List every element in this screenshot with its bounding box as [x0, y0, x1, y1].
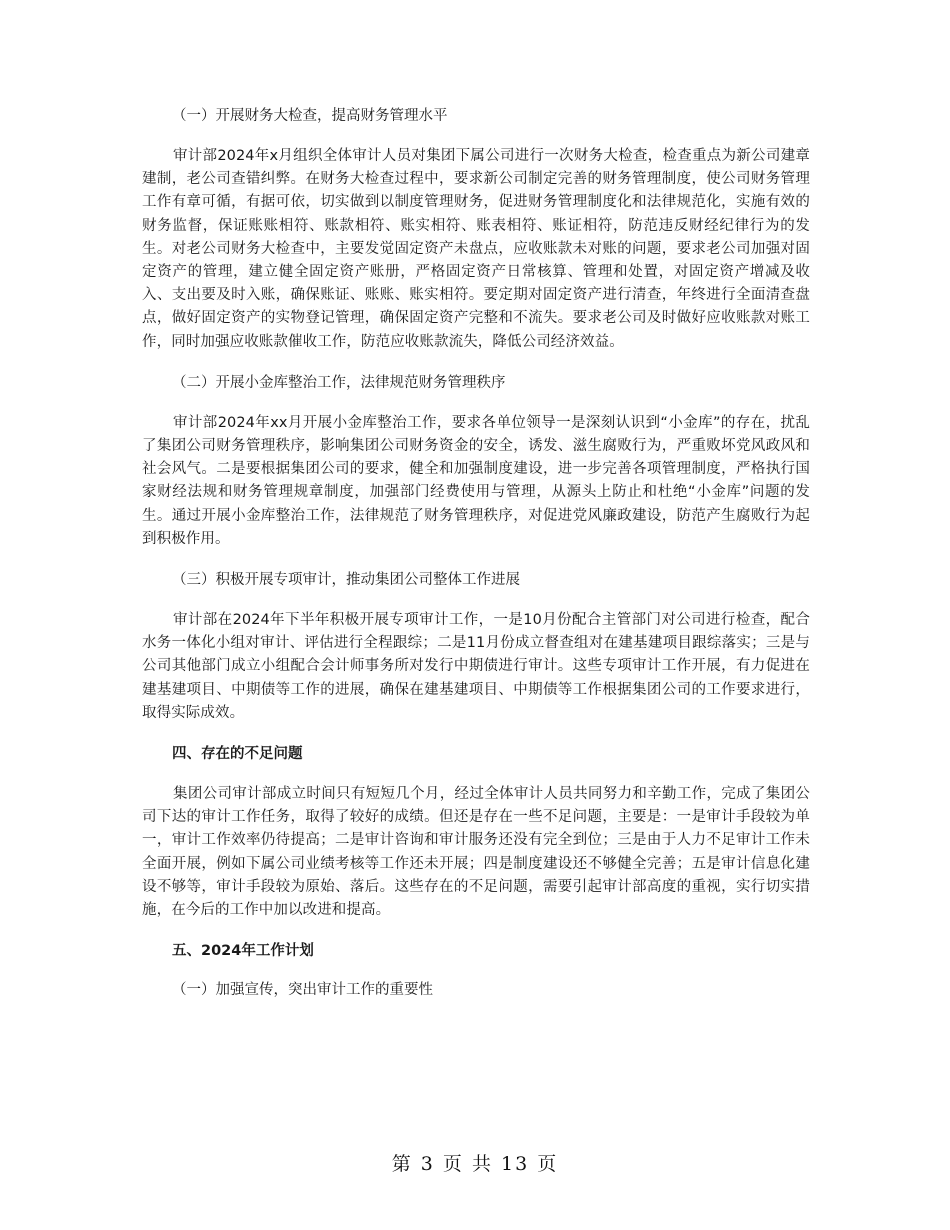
paragraph-special-audit: 审计部在2024年下半年积极开展专项审计工作，一是10月份配合主管部门对公司进行检查，配合水务一体化小组对审计、评估进行全程跟综；二是11月份成立督查组对在建基建项目跟综落实；三是与公司其他部门成立小组配合会计师事务所对发行中期债进行审计。这些专项审计工作开展，有力促进在建基建项目、中期债等工作的进展，确保在建基建项目、中期债等工作根据集团公司的工作要求进行，取得实际成效。	[142, 612, 810, 721]
paragraph-small-coffers: 审计部2024年xx月开展小金库整治工作，要求各单位领导一是深刻认识到“小金库”的存在，扰乱了集团公司财务管理秩序，影响集团公司财务资金的安全，诱发、滋生腐败行为，严重败坏党风政风和社会风气。二是要根据集团公司的要求，健全和加强制度建设，进一步完善各项管理制度，严格执行国家财经法规和财务管理规章制度，加强部门经费使用与管理，从源头上防止和杜绝“小金库”问题的发生。通过开展小金库整治工作，法律规范了财务管理秩序，对促进党风廉政建设，防范产生腐败行为起到积极作用。	[142, 414, 810, 547]
page-number-footer: 第 3 页 共 13 页	[391, 1153, 559, 1175]
paragraph-shortcomings: 集团公司审计部成立时间只有短短几个月，经过全体审计人员共同努力和辛勤工作，完成了集团公司下达的审计工作任务，取得了较好的成绩。但还是存在一些不足问题，主要是：一是审计手段较为单一，审计工作效率仍待提高；二是审计咨询和审计服务还没有完全到位；三是由于人力不足审计工作未全面开展，例如下属公司业绩考核等工作还未开展；四是制度建设还不够健全完善；五是审计信息化建设不够等，审计手段较为原始、落后。这些存在的不足问题，需要引起审计部高度的重视，实行切实措施，在今后的工作中加以改进和提高。	[142, 786, 810, 919]
subsection-heading-financial-inspection: （一）开展财务大检查，提高财务管理水平	[172, 108, 448, 124]
document-body	[142, 106, 810, 1019]
section-heading-shortcomings: 四、存在的不足问题	[172, 746, 303, 763]
paragraph-financial-inspection: 审计部2024年x月组织全体审计人员对集团下属公司进行一次财务大检查，检查重点为新公司建章建制，老公司查错纠弊。在财务大检查过程中，要求新公司制定完善的财务管理制度，使公司财务管理工作有章可循，有据可依，切实做到以制度管理财务，促进财务管理制度化和法律规范化，实施有效的财务监督，保证账账相符、账款相符、账实相符、账表相符、账证相符，防范违反财经纪律行为的发生。对老公司财务大检查中，主要发觉固定资产未盘点，应收账款未对账的问题，要求老公司加强对固定资产的管理，建立健全固定资产账册，严格固定资产日常核算、管理和处置，对固定资产增减及收入、支出要及时入账，确保账证、账账、账实相符。要定期对固定资产进行清查，年终进行全面清查盘点，做好固定资产的实物登记管理，确保固定资产完整和不流失。要求老公司及时做好应收账款对账工作，同时加强应收账款催收工作，防范应收账款流失，降低公司经济效益。	[142, 148, 810, 350]
subsection-heading-special-audit: （三）积极开展专项审计，推动集团公司整体工作进展	[172, 572, 520, 589]
subsection-heading-small-coffers: （二）开展小金库整治工作，法律规范财务管理秩序	[172, 374, 506, 391]
subsection-heading-publicity: （一）加强宣传，突出审计工作的重要性	[172, 982, 433, 999]
section-heading-work-plan: 五、2024年工作计划	[172, 943, 314, 960]
